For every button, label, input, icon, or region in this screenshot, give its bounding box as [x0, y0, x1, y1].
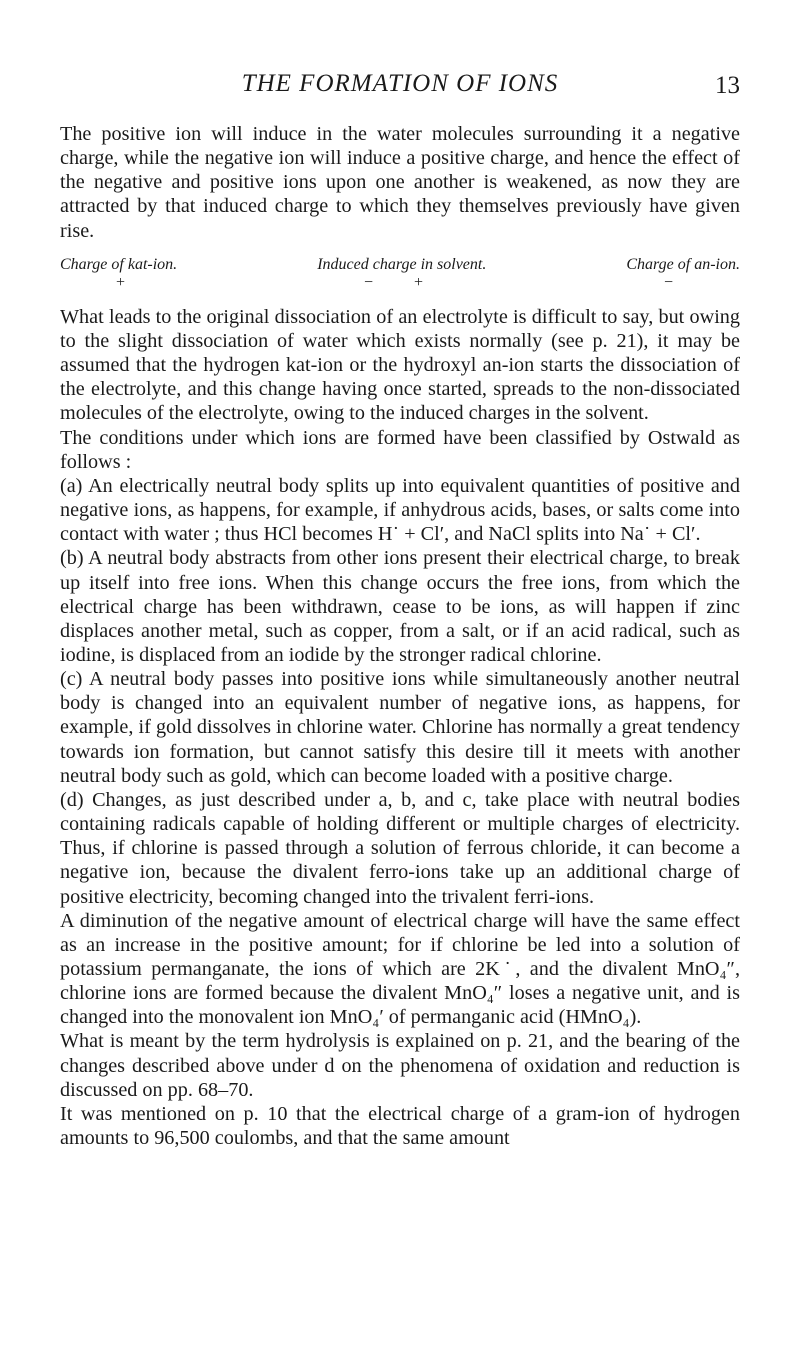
list-item-a: (a) An electrically neutral body splits up into equivalent quantities of positive and negative ions, as happens, for example, if anhydrous acids, bases, or salts come into contact with water ; thus HCl becomes H˙ + Cl′, and NaCl splits into Na˙ + Cl′.	[60, 474, 740, 546]
paragraph-6: It was mentioned on p. 10 that the electrical charge of a gram-ion of hydrogen amounts to 96,500 coulombs, and that the same amount	[60, 1102, 740, 1150]
kat-ion-charge-label: Charge of kat-ion.	[60, 255, 178, 273]
page-number: 13	[715, 72, 740, 99]
paragraph-1: The positive ion will induce in the water molecules surrounding it a negative charge, while the negative ion will induce a positive charge, and hence the effect of the negative and positive ions upon one another is weakened, as now they are attracted by that induced charge to which they themselves previously have given rise.	[60, 123, 740, 242]
page-header	[60, 70, 740, 106]
minus-sign: −	[664, 273, 674, 291]
paragraph-4: A diminution of the negative amount of electrical charge will have the same effect as an increase in the positive amount; for if chlorine be led into a solution of potassium permanganate, the ions of which are 2K˙, and the divalent MnO₄″, chlorine ions are formed because the divalent MnO₄″ loses a negative unit, and is changed into the monovalent ion MnO₄′ of permanganic acid (HMnO₄).	[60, 909, 740, 1029]
paragraph-3: The conditions under which ions are formed have been classified by Ostwald as follows :	[60, 426, 740, 473]
paragraph-5: What is meant by the term hydrolysis is explained on p. 21, and the bearing of the changes described above under d on the phenomena of oxidation and reduction is discussed on pp. 68–70.	[60, 1030, 740, 1101]
induced-charge-label: Induced charge in solvent.	[317, 255, 487, 273]
list-item-c: (c) A neutral body passes into positive ions while simultaneously another neutral body is changed into an equivalent number of negative ions, as happens, for example, if gold dissolves in chlorine water. Chlorine has normally a great tendency towards ion formation, but cannot satisfy this desire till it meets with another neutral body such as gold, which can become loaded with a positive charge.	[60, 668, 740, 787]
an-ion-charge-label: Charge of an-ion.	[626, 255, 740, 273]
charge-table	[60, 255, 740, 275]
body-text	[60, 122, 740, 1150]
paragraph-2: What leads to the original dissociation of an electrolyte is difficult to say, but owing to the slight dissociation of water which exists normally (see p. 21), it may be assumed that the hydrogen kat-ion or the hydroxyl an-ion starts the dissociation of the electrolyte, and this change having once started, spreads to the non-dissociated molecules of the electrolyte, owing to the induced charges in the solvent.	[60, 305, 740, 425]
list-item-b: (b) A neutral body abstracts from other ions present their electrical charge, to break up itself into free ions. When this change occurs the free ions, from which the electrical charge has been withdrawn, cease to be ions, as will happen if zinc displaces another metal, such as copper, from a salt, or if an acid radical, such as iodine, is displaced from an iodide by the stronger radical chlorine.	[60, 547, 740, 666]
plus-sign: +	[414, 273, 424, 291]
list-item-d: (d) Changes, as just described under a, b, and c, take place with neutral bodies containing radicals capable of holding different or multiple charges of electricity. Thus, if chlorine is passed through a solution of ferrous chloride, it can become a negative ion, because the divalent ferro-ions take up an additional charge of positive electricity, becoming changed into the trivalent ferri-ions.	[60, 788, 740, 908]
running-title: THE FORMATION OF IONS	[241, 70, 559, 97]
plus-sign: +	[116, 273, 126, 291]
minus-sign: −	[364, 273, 374, 291]
charge-signs	[60, 275, 740, 293]
